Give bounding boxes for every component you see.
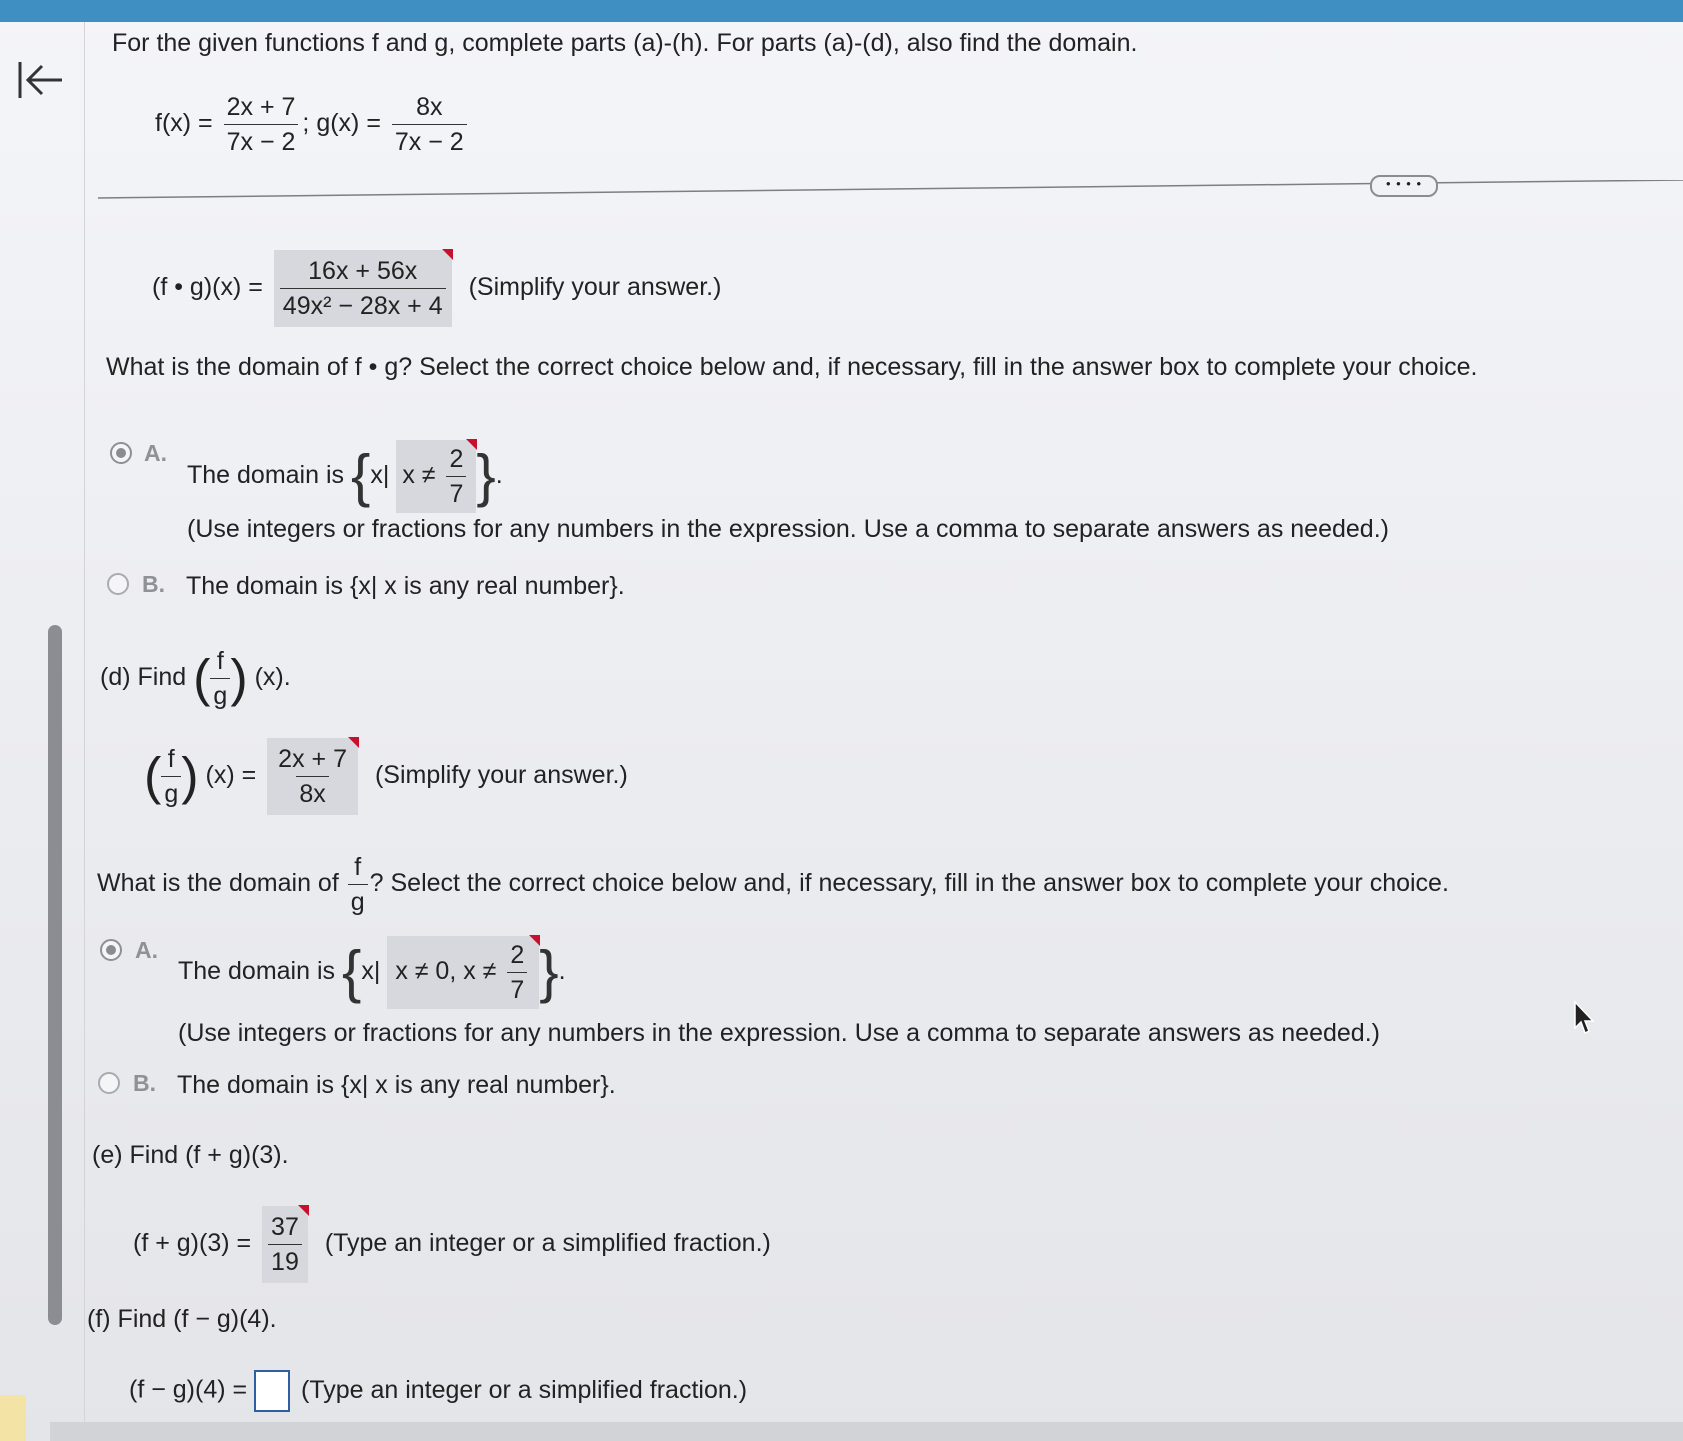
- bottom-bar: [50, 1422, 1683, 1441]
- quotient-lhs-fraction: $\frac{f}{g}$: [161, 744, 181, 809]
- product-answer-box[interactable]: $\frac{16x + 56x}{\text{49x² − 28x + 4}}$: [274, 250, 452, 327]
- product-choice-b-text: The domain is {x| x is any real number}.: [186, 572, 625, 600]
- quotient-domain-answer-box[interactable]: x ≠ 0, x ≠ $\frac{2}{7}$: [387, 936, 539, 1009]
- quotient-choice-b-text: The domain is {x| x is any real number}.: [177, 1071, 616, 1099]
- more-button[interactable]: • • • •: [1370, 175, 1438, 197]
- sidebar-divider: [84, 22, 85, 1441]
- quotient-choice-b-letter: B.: [133, 1070, 156, 1096]
- sum-answer-box[interactable]: $\frac{37}{19}$: [262, 1206, 308, 1283]
- quotient-answer-box[interactable]: $\frac{2x + 7}{8x}$: [267, 738, 358, 815]
- part-d-label-row: (d) Find ( $\frac{f}{g}$ ) (x).: [100, 647, 291, 710]
- vertical-scrollbar[interactable]: [48, 625, 62, 1325]
- product-lhs: (f • g)(x) =: [152, 273, 263, 302]
- difference-hint: (Type an integer or a simplified fraction.): [301, 1375, 748, 1404]
- quotient-hint: (Simplify your answer.): [374, 761, 628, 790]
- quotient-choice-a-row: The domain is {x| x ≠ 0, x ≠ $\frac{2}{7}$ }.: [178, 936, 566, 1009]
- quotient-choice-a-note: (Use integers or fractions for any numbers in the expression. Use a comma to separate answers as needed.): [178, 1019, 1380, 1047]
- product-choice-a-radio[interactable]: [110, 442, 132, 464]
- instructions: For the given functions f and g, complete parts (a)-(h). For parts (a)-(d), also find the domain.: [112, 29, 1138, 57]
- function-definitions: [155, 92, 471, 157]
- f-over-g: $\frac{f}{g}$: [210, 646, 230, 711]
- product-domain-question: What is the domain of f • g? Select the correct choice below and, if necessary, fill in the answer box to complete your choice.: [106, 353, 1478, 381]
- f-label: f(x) =: [155, 109, 213, 138]
- quotient-choice-a-radio[interactable]: [100, 939, 122, 961]
- product-hint: (Simplify your answer.): [468, 273, 722, 302]
- f-fraction: $\frac{2x + 7}{7x - 2}$: [224, 92, 299, 157]
- quotient-choice-a-letter: A.: [135, 937, 158, 963]
- sum-lhs: (f + g)(3) =: [133, 1229, 252, 1258]
- sum-answer-row: [133, 1206, 771, 1283]
- part-d-label: (d) Find: [100, 663, 187, 692]
- quotient-domain-question: What is the domain of $\frac{f}{g}$ ? Select the correct choice below and, if necessary, fill in the answer box to complete your choice.: [97, 853, 1449, 916]
- bottom-left-tab: [0, 1395, 26, 1441]
- difference-lhs: (f − g)(4) =: [129, 1375, 248, 1404]
- right-brace: }: [476, 443, 496, 509]
- quotient-choice-b-radio[interactable]: [98, 1072, 120, 1094]
- product-answer-row: [152, 250, 721, 327]
- part-e-label: (e) Find (f + g)(3).: [92, 1141, 289, 1169]
- g-fraction: $\frac{8x}{7x - 2}$: [392, 92, 467, 157]
- g-label: ; g(x) =: [302, 109, 381, 138]
- product-choice-a-note: (Use integers or fractions for any numbers in the expression. Use a comma to separate answers as needed.): [187, 515, 1389, 543]
- product-choice-a-letter: A.: [144, 440, 167, 466]
- product-choice-b-radio[interactable]: [107, 573, 129, 595]
- quotient-lhs: (x) =: [205, 761, 257, 790]
- back-arrow-icon[interactable]: [16, 58, 66, 102]
- top-strip: [0, 0, 1683, 22]
- mouse-pointer-icon: [1573, 1000, 1595, 1036]
- section-divider: [98, 180, 1683, 202]
- product-choice-a-row: The domain is {x| x ≠ $\frac{2}{7}$ }.: [187, 440, 503, 513]
- product-choice-b-letter: B.: [142, 571, 165, 597]
- difference-answer-input[interactable]: [254, 1370, 290, 1412]
- set-builder-start: x|: [370, 461, 390, 490]
- left-brace: {: [350, 443, 371, 509]
- product-choice-a-prefix: The domain is: [187, 461, 345, 490]
- quotient-answer-row: ( $\frac{f}{g}$ ) (x) = $\frac{2x + 7}{8x}$ (Simplify your answer.): [144, 738, 628, 815]
- difference-answer-row: [129, 1370, 747, 1412]
- sum-hint: (Type an integer or a simplified fraction.): [324, 1229, 771, 1258]
- product-domain-answer-box[interactable]: x ≠ $\frac{2}{7}$: [396, 440, 476, 513]
- part-f-label: (f) Find (f − g)(4).: [87, 1305, 277, 1333]
